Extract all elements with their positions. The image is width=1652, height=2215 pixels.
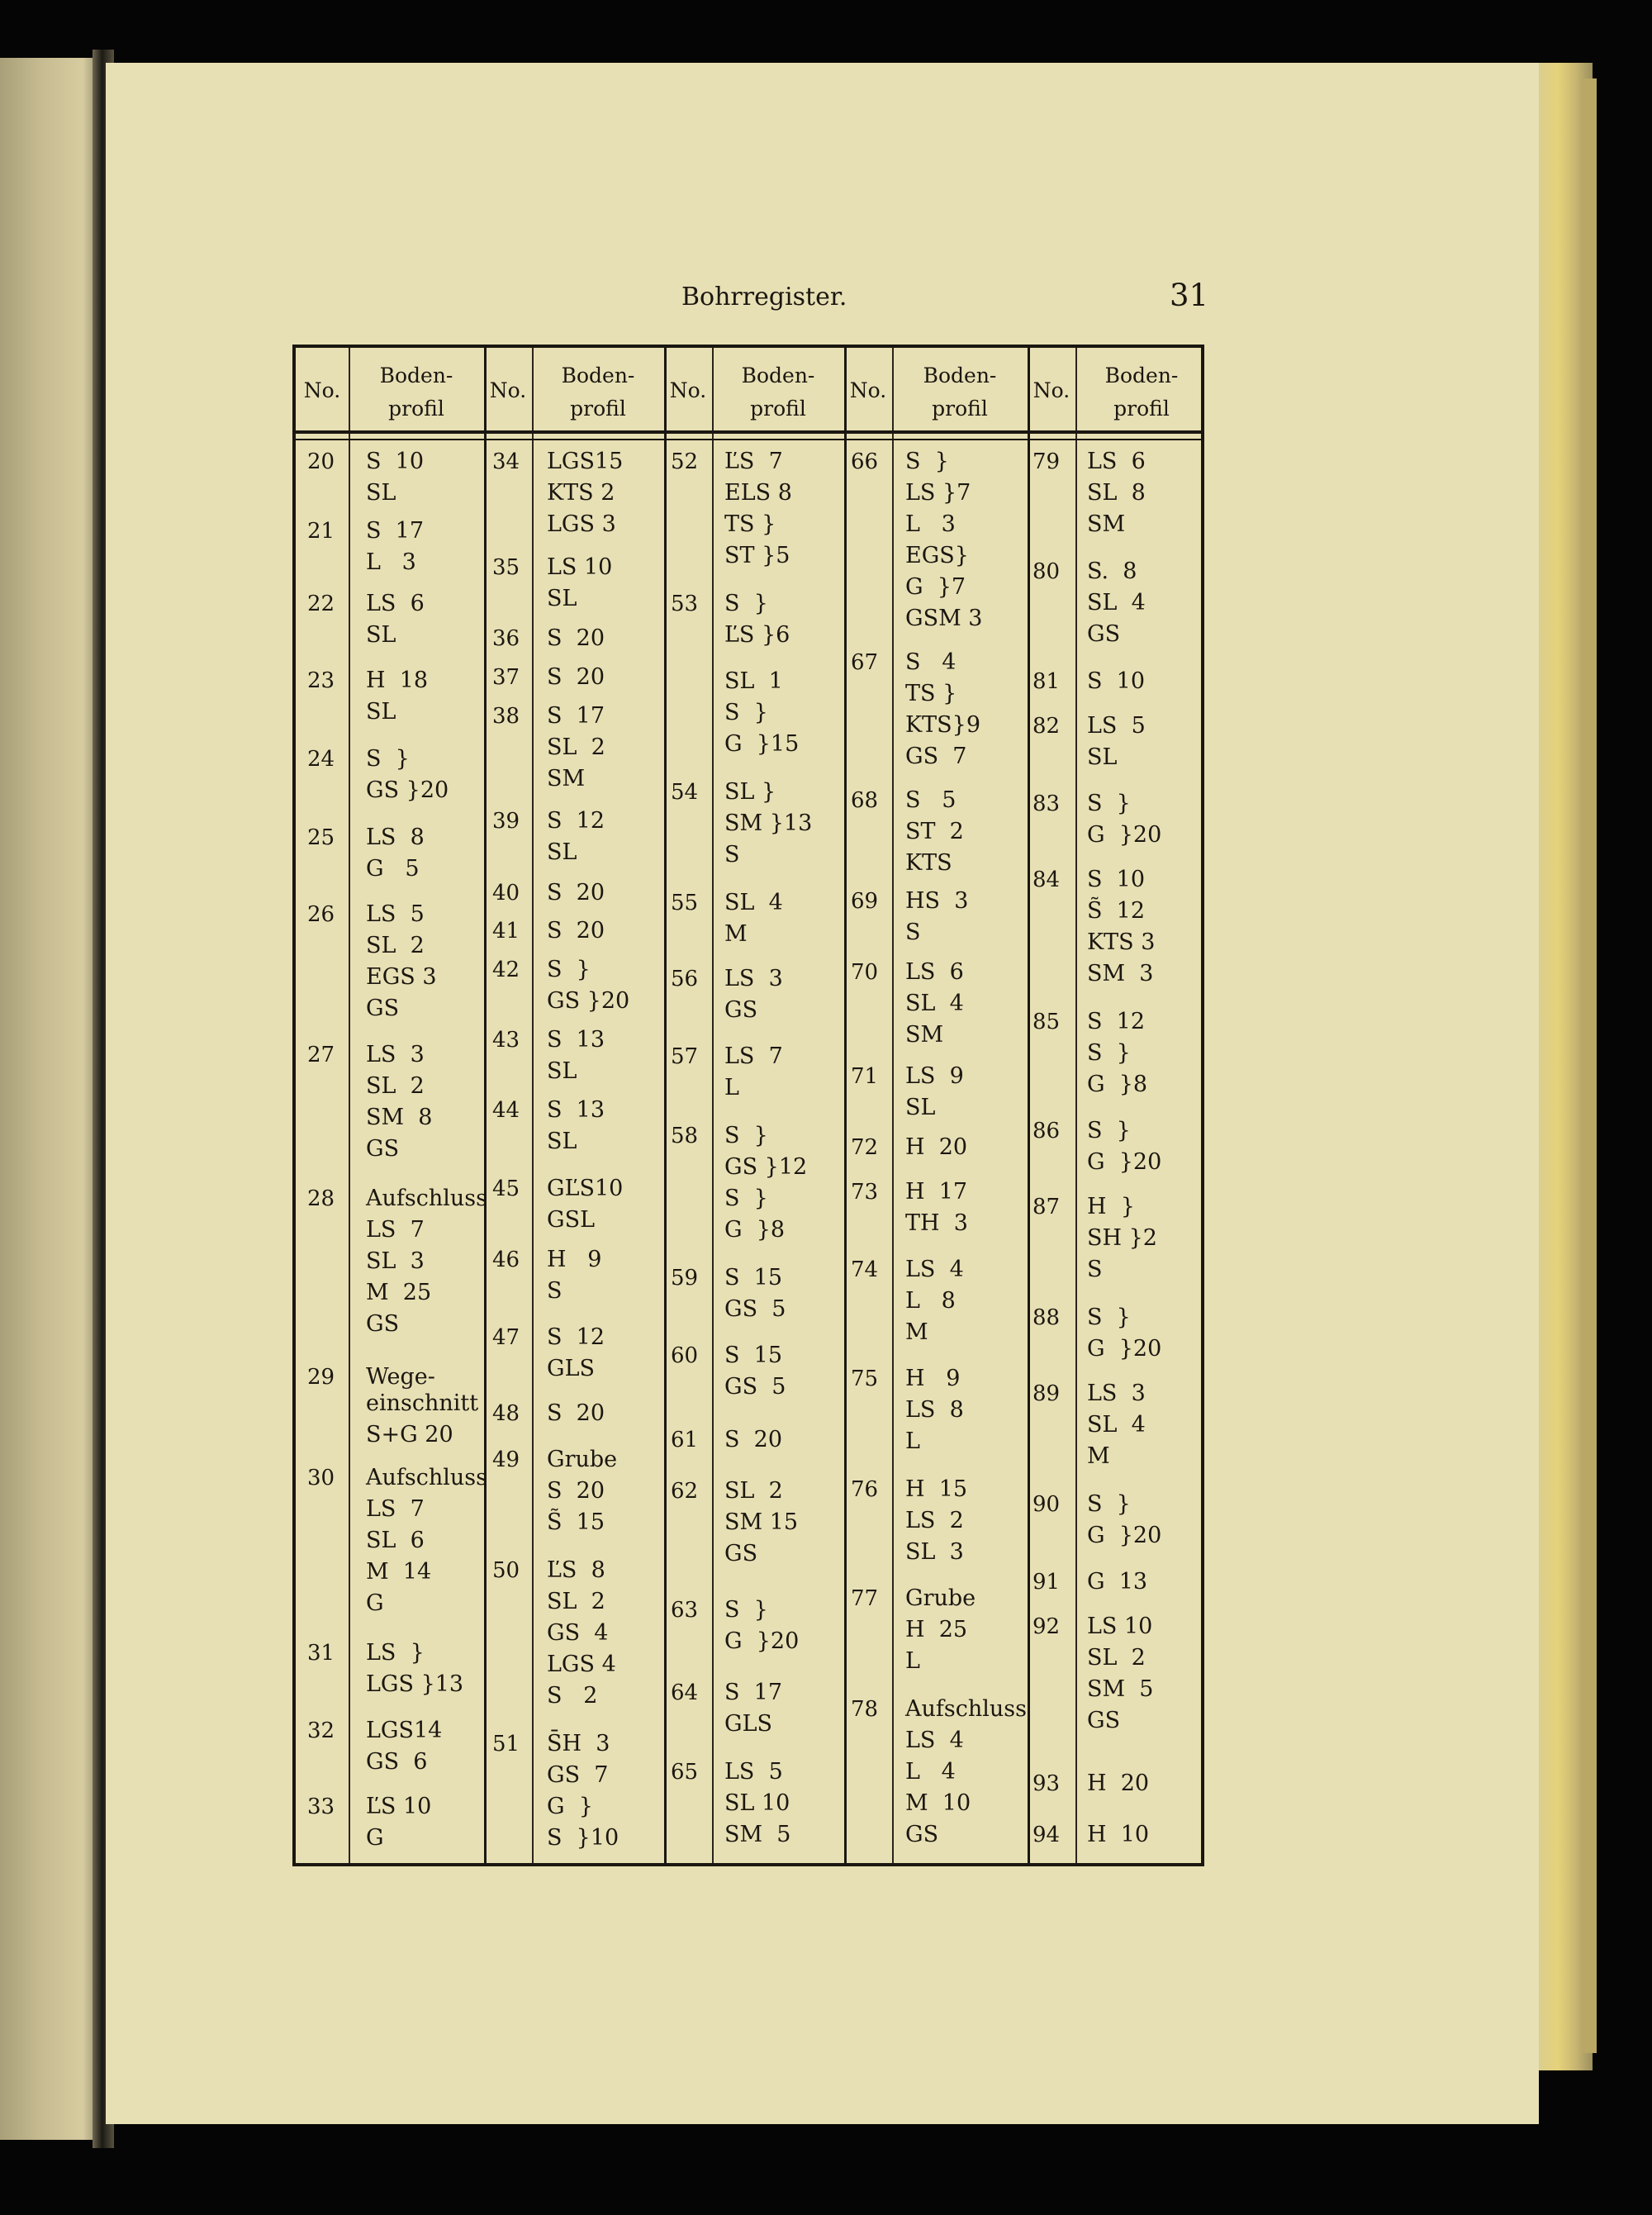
boring-number: 87: [1032, 1195, 1061, 1219]
soil-profile-entry: GS }20: [547, 988, 630, 1014]
soil-profile-entry: SL: [366, 622, 396, 648]
soil-profile-entry: M 10: [905, 1790, 971, 1816]
boring-number: 91: [1032, 1570, 1061, 1595]
soil-profile-entry: S 13: [547, 1027, 605, 1053]
soil-profile-entry: LS 8: [366, 825, 425, 850]
soil-profile-entry: G }: [547, 1794, 593, 1819]
soil-profile-entry: GĽS10: [547, 1176, 624, 1201]
soil-profile-entry: S̃ 15: [547, 1509, 605, 1535]
soil-profile-entry: GS 7: [905, 744, 967, 769]
soil-profile-entry: G 5: [366, 856, 420, 882]
soil-profile-entry: S }: [1087, 1118, 1131, 1143]
boring-number: 35: [492, 555, 520, 580]
boring-number: 78: [851, 1697, 879, 1722]
soil-profile-entry: S }10: [547, 1825, 620, 1851]
soil-profile-entry: LS 6: [1087, 449, 1146, 474]
soil-profile-entry: GS }20: [366, 777, 449, 803]
left-page-edge: [0, 58, 97, 2140]
soil-profile-entry: LS 4: [905, 1257, 964, 1282]
soil-profile-entry: S: [724, 842, 740, 867]
boring-number: 30: [307, 1466, 335, 1490]
soil-profile-entry: KTS 2: [547, 480, 615, 506]
soil-profile-entry: S 2: [547, 1683, 598, 1709]
soil-profile-entry: S̄H 3: [547, 1731, 610, 1756]
soil-profile-entry: Aufschluss: [905, 1696, 1027, 1722]
soil-profile-entry: LS 5: [724, 1759, 783, 1785]
soil-profile-entry: SL }: [724, 779, 776, 805]
boring-number: 80: [1032, 559, 1061, 584]
soil-profile-entry: L 3: [905, 511, 956, 537]
soil-profile-entry: S 17: [366, 518, 425, 544]
soil-profile-entry: SL: [547, 1129, 577, 1154]
boring-number: 75: [851, 1367, 879, 1391]
page-stack-edge-inner: [1582, 78, 1597, 2053]
soil-profile-entry: L: [905, 1428, 920, 1454]
soil-profile-entry: GS 7: [547, 1762, 609, 1788]
boring-number: 23: [307, 668, 335, 693]
soil-profile-entry: SL 2: [724, 1478, 783, 1504]
soil-profile-entry: S 20: [547, 918, 605, 944]
soil-profile-entry: SL 2: [547, 734, 605, 760]
soil-profile-entry: M: [724, 921, 748, 947]
boring-number: 68: [851, 788, 879, 813]
soil-profile-entry: LGS }13: [366, 1671, 464, 1697]
boring-number: 43: [492, 1028, 520, 1053]
soil-profile-entry: SM: [547, 766, 586, 791]
soil-profile-entry: H 15: [905, 1476, 968, 1502]
soil-profile-entry: H 20: [905, 1134, 968, 1160]
boring-number: 46: [492, 1248, 520, 1272]
soil-profile-entry: SL 10: [724, 1790, 790, 1816]
boring-number: 45: [492, 1176, 520, 1201]
soil-profile-entry: LS }: [366, 1640, 425, 1666]
soil-profile-entry: S 5: [905, 787, 957, 813]
soil-profile-entry: SL: [366, 699, 396, 725]
soil-profile-entry: SH }2: [1087, 1225, 1157, 1251]
soil-profile-entry: SL 3: [366, 1248, 425, 1274]
soil-profile-entry: LGS14: [366, 1718, 443, 1743]
soil-profile-entry: S 12: [547, 808, 605, 834]
soil-profile-entry: GS: [366, 1136, 400, 1162]
soil-profile-entry: GS }12: [724, 1154, 808, 1180]
boring-number: 41: [492, 919, 520, 944]
boring-number: 40: [492, 881, 520, 905]
soil-profile-entry: einschnitt: [366, 1390, 479, 1416]
soil-profile-entry: KTS 3: [1087, 929, 1156, 955]
soil-profile-entry: LGS 3: [547, 511, 616, 537]
boring-number: 72: [851, 1135, 879, 1160]
boring-number: 89: [1032, 1381, 1061, 1406]
column-rule: [844, 348, 847, 1863]
soil-profile-entry: G }20: [724, 1628, 800, 1654]
soil-profile-entry: G }7: [905, 574, 966, 600]
boring-number: 63: [671, 1598, 699, 1623]
soil-profile-entry: SL 2: [547, 1589, 605, 1614]
boring-number: 92: [1032, 1614, 1061, 1639]
soil-profile-entry: S 4: [905, 649, 957, 675]
soil-profile-entry: LS 10: [547, 554, 613, 580]
boring-number: 58: [671, 1124, 699, 1148]
soil-profile-entry: Aufschluss: [366, 1186, 487, 1211]
boring-number: 25: [307, 825, 335, 850]
boring-number: 50: [492, 1558, 520, 1583]
boring-number: 51: [492, 1732, 520, 1756]
soil-profile-entry: H 10: [1087, 1822, 1150, 1847]
soil-profile-entry: SL: [547, 1058, 577, 1084]
soil-profile-entry: S: [1087, 1257, 1103, 1282]
soil-profile-entry: S 20: [547, 880, 605, 905]
soil-profile-entry: LS 3: [724, 966, 783, 991]
soil-profile-entry: S+G 20: [366, 1422, 453, 1447]
boring-number: 84: [1032, 867, 1061, 892]
soil-profile-entry: GS: [724, 1541, 758, 1566]
boring-number: 77: [851, 1586, 879, 1611]
soil-profile-entry: SM }13: [724, 810, 813, 836]
soil-profile-entry: LS 5: [366, 901, 425, 927]
soil-profile-entry: LS 7: [366, 1217, 425, 1243]
column-rule: [712, 348, 714, 1863]
soil-profile-entry: Aufschluss: [366, 1465, 487, 1490]
soil-profile-entry: S 20: [547, 1478, 605, 1504]
boring-number: 47: [492, 1325, 520, 1350]
soil-profile-entry: Grube: [905, 1585, 976, 1611]
soil-profile-entry: G }8: [724, 1217, 786, 1243]
soil-profile-entry: H }: [1087, 1194, 1135, 1219]
soil-profile-entry: LS 3: [366, 1042, 425, 1067]
boring-number: 52: [671, 449, 699, 474]
soil-profile-entry: S 20: [724, 1427, 783, 1452]
soil-profile-entry: GS: [366, 1311, 400, 1337]
soil-profile-entry: SM 5: [724, 1822, 791, 1847]
soil-profile-entry: GSM 3: [905, 606, 983, 631]
boring-number: 83: [1032, 791, 1061, 816]
boring-number: 56: [671, 967, 699, 991]
boring-number: 39: [492, 809, 520, 834]
soil-profile-entry: LGS15: [547, 449, 624, 474]
soil-profile-entry: L 4: [905, 1759, 956, 1785]
soil-profile-entry: S }: [724, 1597, 768, 1623]
soil-profile-entry: GS 4: [547, 1620, 609, 1646]
soil-profile-entry: SL 4: [724, 890, 783, 915]
boring-number: 85: [1032, 1010, 1061, 1034]
soil-profile-entry: Grube: [547, 1447, 618, 1472]
header-rule: [296, 430, 1201, 434]
soil-profile-entry: ST }5: [724, 543, 790, 568]
soil-profile-entry: SM 15: [724, 1509, 799, 1535]
soil-profile-entry: G }15: [724, 731, 800, 757]
soil-profile-entry: ĽS 7: [724, 449, 783, 474]
soil-profile-entry: M: [1087, 1443, 1110, 1469]
boring-number: 48: [492, 1401, 520, 1426]
boring-number: 57: [671, 1044, 699, 1069]
boring-number: 81: [1032, 669, 1061, 694]
soil-profile-entry: S }: [724, 700, 768, 725]
header-no: No.: [489, 378, 527, 402]
header-no: No.: [849, 378, 887, 402]
soil-profile-entry: LS 6: [905, 959, 964, 985]
soil-profile-entry: SM 8: [366, 1105, 433, 1130]
soil-profile-entry: EGS}: [905, 543, 969, 568]
column-rule: [1028, 348, 1030, 1863]
soil-profile-entry: SL: [547, 839, 577, 865]
boring-number: 61: [671, 1428, 699, 1452]
boring-number: 90: [1032, 1492, 1061, 1517]
soil-profile-entry: H 25: [905, 1617, 968, 1642]
soil-profile-entry: S }: [724, 1186, 768, 1211]
boring-number: 94: [1032, 1823, 1061, 1847]
boring-number: 24: [307, 747, 335, 772]
soil-profile-entry: G: [366, 1825, 384, 1851]
boring-number: 53: [671, 592, 699, 616]
soil-profile-entry: HS 3: [905, 888, 969, 914]
column-rule: [349, 348, 350, 1863]
boring-number: 42: [492, 958, 520, 982]
soil-profile-entry: SL 4: [1087, 1412, 1146, 1438]
soil-profile-entry: SL 1: [724, 668, 783, 694]
soil-profile-entry: SM: [1087, 511, 1126, 537]
soil-profile-entry: LS 8: [905, 1397, 964, 1423]
soil-profile-entry: ST 2: [905, 819, 964, 844]
soil-profile-entry: S }: [1087, 1491, 1131, 1517]
soil-profile-entry: G }20: [1087, 1523, 1162, 1548]
boring-number: 20: [307, 449, 335, 474]
header-no: No.: [669, 378, 707, 402]
boring-number: 33: [307, 1794, 335, 1819]
soil-profile-entry: SL 2: [366, 1073, 425, 1099]
soil-profile-entry: S 20: [547, 625, 605, 651]
header-no: No.: [1032, 378, 1070, 402]
soil-profile-entry: LS 4: [905, 1728, 964, 1753]
soil-profile-entry: GS 5: [724, 1296, 786, 1322]
header-bodenprofil: Boden- profil: [379, 364, 453, 421]
soil-profile-entry: GLS: [547, 1356, 595, 1381]
soil-profile-entry: ĽS 10: [366, 1794, 432, 1819]
boring-number: 31: [307, 1641, 335, 1666]
soil-profile-entry: S 10: [366, 449, 425, 474]
soil-profile-entry: LS 6: [366, 591, 425, 616]
soil-profile-entry: S 15: [724, 1343, 783, 1368]
boring-number: 55: [671, 891, 699, 915]
boring-number: 44: [492, 1098, 520, 1123]
boring-number: 21: [307, 519, 335, 544]
boring-number: 79: [1032, 449, 1061, 474]
soil-profile-entry: SM 5: [1087, 1676, 1154, 1702]
header-bodenprofil: Boden- profil: [1104, 364, 1179, 421]
boring-number: 22: [307, 592, 335, 616]
header-bodenprofil: Boden- profil: [741, 364, 815, 421]
soil-profile-entry: S: [547, 1278, 563, 1304]
header-bodenprofil: Boden- profil: [561, 364, 635, 421]
boring-number: 49: [492, 1447, 520, 1472]
soil-profile-entry: M 25: [366, 1280, 432, 1305]
soil-profile-entry: S 12: [547, 1324, 605, 1350]
soil-profile-entry: GS 5: [724, 1374, 786, 1400]
boring-number: 82: [1032, 714, 1061, 739]
column-rule: [484, 348, 487, 1863]
soil-profile-entry: S }: [905, 449, 949, 474]
soil-profile-entry: S. 8: [1087, 559, 1137, 584]
soil-profile-entry: TH 3: [905, 1210, 968, 1236]
boring-number: 66: [851, 449, 879, 474]
soil-profile-entry: GS: [366, 996, 400, 1021]
soil-profile-entry: S }: [1087, 1040, 1131, 1066]
header-bodenprofil: Boden- profil: [923, 364, 997, 421]
running-head: Bohrregister.: [681, 283, 847, 311]
soil-profile-entry: S }: [1087, 1305, 1131, 1330]
soil-profile-entry: LS 9: [905, 1063, 964, 1089]
soil-profile-entry: SL: [366, 480, 396, 506]
soil-profile-entry: G }20: [1087, 822, 1162, 848]
soil-profile-entry: LS 3: [1087, 1381, 1146, 1406]
boring-number: 69: [851, 889, 879, 914]
soil-profile-entry: LS 5: [1087, 713, 1146, 739]
boring-number: 28: [307, 1186, 335, 1211]
soil-profile-entry: SL 2: [366, 933, 425, 958]
header-rule-double: [296, 439, 1201, 440]
soil-profile-entry: KTS}9: [905, 712, 981, 738]
soil-profile-entry: L: [724, 1075, 739, 1100]
soil-profile-entry: GS: [905, 1822, 939, 1847]
soil-profile-entry: SL: [547, 586, 577, 611]
soil-profile-entry: LS 2: [905, 1508, 964, 1533]
soil-profile-entry: S: [905, 920, 921, 945]
boring-number: 32: [307, 1718, 335, 1743]
soil-profile-entry: GSL: [547, 1207, 595, 1233]
boring-number: 34: [492, 449, 520, 474]
soil-profile-entry: H 17: [905, 1179, 968, 1205]
soil-profile-entry: GS 6: [366, 1749, 428, 1775]
soil-profile-entry: S 13: [547, 1097, 605, 1123]
boring-number: 36: [492, 626, 520, 651]
boring-number: 38: [492, 704, 520, 729]
soil-profile-entry: M: [905, 1319, 928, 1345]
soil-profile-entry: SL 8: [1087, 480, 1146, 506]
boring-number: 60: [671, 1343, 699, 1368]
column-rule: [1075, 348, 1077, 1863]
soil-profile-entry: LS 10: [1087, 1614, 1153, 1639]
boring-number: 64: [671, 1680, 699, 1705]
soil-profile-entry: S 15: [724, 1265, 783, 1290]
column-rule: [532, 348, 534, 1863]
soil-profile-entry: GS: [1087, 1708, 1121, 1733]
boring-number: 71: [851, 1064, 879, 1089]
soil-profile-entry: LS 7: [724, 1043, 783, 1069]
soil-profile-entry: G }20: [1087, 1336, 1162, 1362]
boring-number: 88: [1032, 1305, 1061, 1330]
soil-profile-entry: S }: [1087, 791, 1131, 816]
soil-profile-entry: L 8: [905, 1288, 956, 1314]
soil-profile-entry: H 9: [547, 1247, 602, 1272]
boring-number: 37: [492, 665, 520, 690]
boring-number: 54: [671, 780, 699, 805]
boring-number: 93: [1032, 1771, 1061, 1796]
column-rule: [892, 348, 894, 1863]
soil-profile-entry: S 20: [547, 1400, 605, 1426]
soil-profile-entry: KTS: [905, 850, 952, 876]
soil-profile-entry: SM 3: [1087, 961, 1154, 986]
soil-profile-entry: L: [905, 1648, 920, 1674]
page-number: 31: [1170, 278, 1209, 313]
boring-number: 70: [851, 960, 879, 985]
soil-profile-entry: S 12: [1087, 1009, 1146, 1034]
soil-profile-entry: LS }7: [905, 480, 971, 506]
soil-profile-entry: SL 3: [905, 1539, 964, 1565]
soil-profile-entry: G }20: [1087, 1149, 1162, 1175]
soil-profile-entry: S 10: [1087, 867, 1146, 892]
soil-profile-entry: GS: [724, 997, 758, 1023]
soil-profile-entry: TS }: [724, 511, 776, 537]
soil-profile-entry: G }8: [1087, 1072, 1148, 1097]
soil-profile-entry: SL 4: [1087, 590, 1146, 616]
soil-profile-entry: G: [366, 1590, 384, 1616]
soil-profile-entry: ĽS }6: [724, 622, 790, 648]
soil-profile-entry: ELS 8: [724, 480, 792, 506]
soil-profile-entry: S 20: [547, 664, 605, 690]
boring-number: 65: [671, 1760, 699, 1785]
header-no: No.: [303, 378, 341, 402]
boring-number: 62: [671, 1479, 699, 1504]
soil-profile-entry: GS: [1087, 621, 1121, 647]
soil-profile-entry: H 20: [1087, 1771, 1150, 1796]
soil-profile-entry: SM: [905, 1022, 944, 1048]
boring-number: 59: [671, 1266, 699, 1290]
soil-profile-entry: H 9: [905, 1366, 961, 1391]
boring-number: 27: [307, 1043, 335, 1067]
soil-profile-entry: S }: [724, 1123, 768, 1148]
soil-profile-entry: H 18: [366, 668, 429, 693]
soil-profile-entry: LS 7: [366, 1496, 425, 1522]
boring-number: 74: [851, 1257, 879, 1282]
soil-profile-entry: TS }: [905, 681, 957, 706]
boring-number: 73: [851, 1180, 879, 1205]
boring-number: 67: [851, 650, 879, 675]
soil-profile-entry: S }: [547, 957, 591, 982]
soil-profile-entry: EGS 3: [366, 964, 437, 990]
column-rule: [664, 348, 667, 1863]
soil-profile-entry: SL: [1087, 744, 1118, 770]
soil-profile-entry: GLS: [724, 1711, 772, 1737]
soil-profile-entry: S 17: [547, 703, 605, 729]
boring-number: 76: [851, 1477, 879, 1502]
soil-profile-entry: S }: [724, 591, 768, 616]
soil-profile-entry: SL 6: [366, 1528, 425, 1553]
soil-profile-entry: S }: [366, 746, 410, 772]
boring-number: 86: [1032, 1119, 1061, 1143]
soil-profile-entry: ĽS 8: [547, 1557, 605, 1583]
soil-profile-entry: M 14: [366, 1559, 432, 1585]
soil-profile-entry: S 17: [724, 1680, 783, 1705]
soil-profile-entry: G 13: [1087, 1569, 1148, 1595]
soil-profile-entry: S 10: [1087, 668, 1146, 694]
soil-profile-entry: SL: [905, 1095, 936, 1120]
boring-number: 26: [307, 902, 335, 927]
boring-number: 29: [307, 1365, 335, 1390]
soil-profile-entry: S̃ 12: [1087, 898, 1146, 924]
soil-profile-entry: L 3: [366, 549, 416, 575]
soil-profile-entry: Wege-: [366, 1364, 435, 1390]
soil-profile-entry: SL 2: [1087, 1645, 1146, 1671]
soil-profile-entry: SL 4: [905, 991, 964, 1016]
soil-profile-entry: LGS 4: [547, 1652, 616, 1677]
